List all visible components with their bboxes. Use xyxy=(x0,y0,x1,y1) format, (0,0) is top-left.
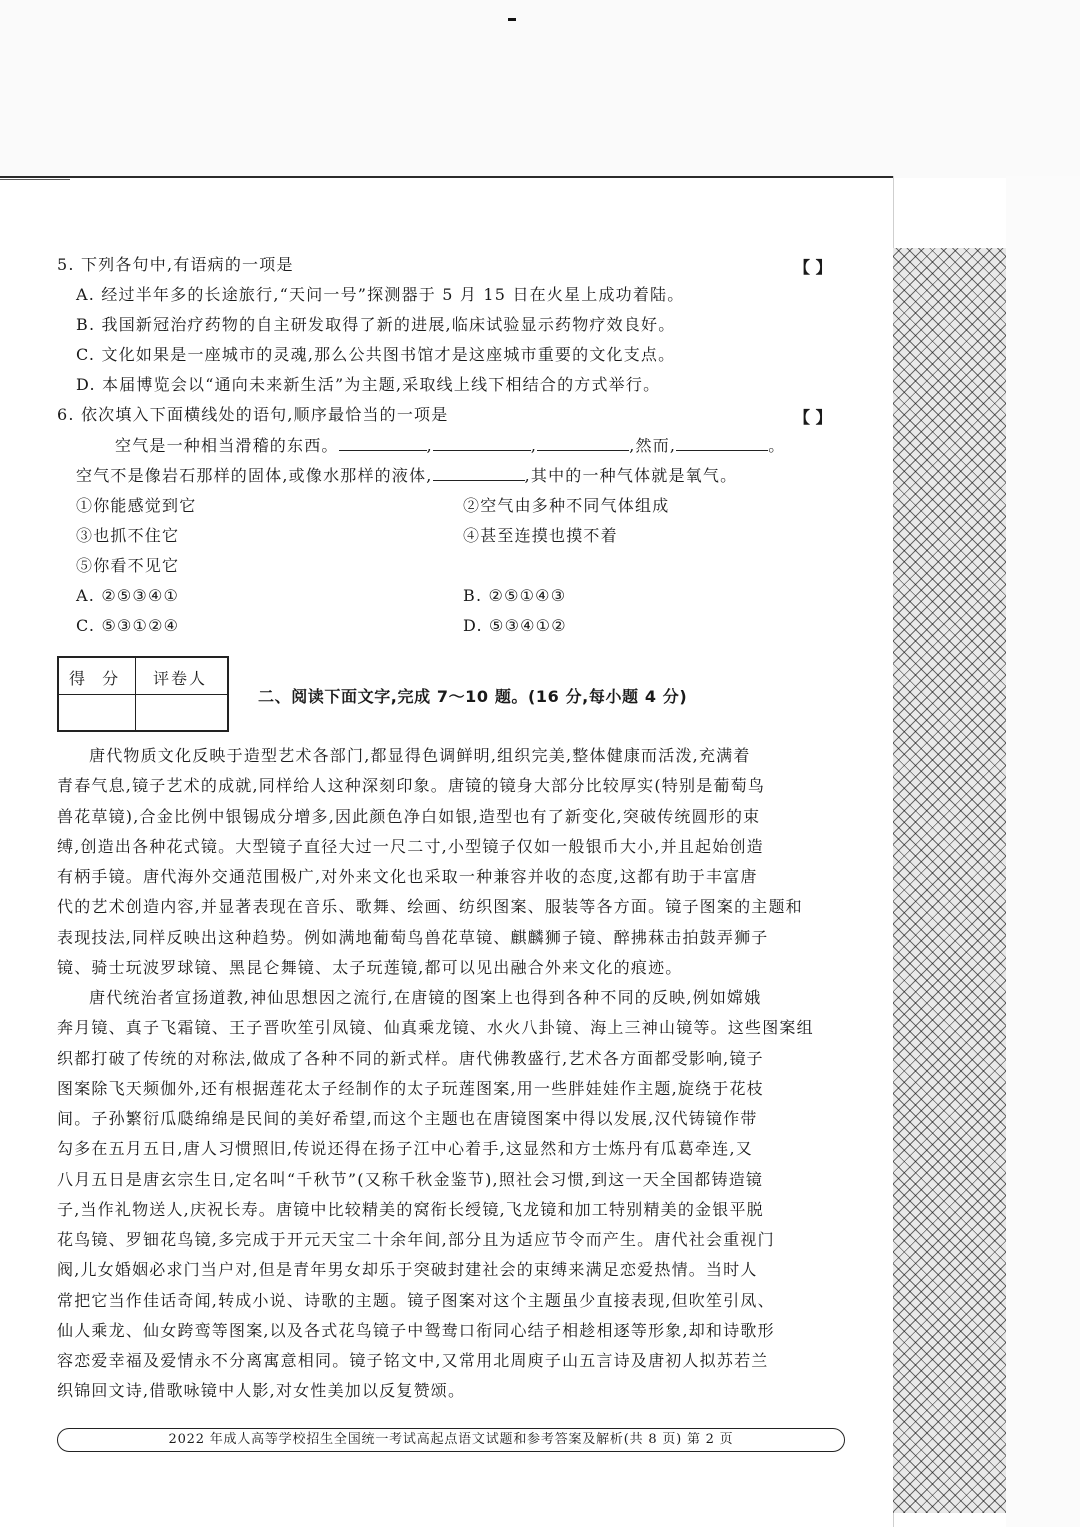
page-top-edge xyxy=(0,176,893,178)
crosshatch-margin-strip xyxy=(893,248,1006,1513)
passage-line: 花鸟镜、罗钿花鸟镜,多完成于开元天宝二十余年间,部分且为适应节令而产生。唐代社会重视门 xyxy=(57,1230,775,1249)
passage-line: 八月五日是唐玄宗生日,定名叫“千秋节”(又称千秋金鉴节),照社会习惯,到这一天全国都铸造镜 xyxy=(57,1169,764,1189)
passage-line: 缚,创造出各种花式镜。大型镜子直径大过一尺二寸,小型镜子仅如一般银币大小,并且起始创造 xyxy=(57,836,764,856)
q6-item-3: ③也抓不住它 xyxy=(76,526,180,545)
passage-line: 仙人乘龙、仙女跨鸾等图案,以及各式花鸟镜子中鸳鸯口衔同心结子相趁相逐等形象,却和诗歌形 xyxy=(57,1320,775,1340)
passage-line: 织锦回文诗,借歌咏镜中人影,对女性美加以反复赞颂。 xyxy=(57,1381,466,1401)
q6-comma: , xyxy=(426,436,433,455)
fill-blank-4 xyxy=(676,436,768,451)
q6-choice-a: A. ②⑤③④① xyxy=(76,586,180,605)
score-table xyxy=(57,656,229,732)
section-two-title: 二、阅读下面文字,完成 7～10 题。(16 分,每小题 4 分) xyxy=(258,687,688,706)
q6-comma: , xyxy=(530,436,538,455)
passage-line: 勾多在五月五日,唐人习惯照旧,传说还得在扬子江中心着手,这显然和方士炼丹有瓜葛牵连,又 xyxy=(57,1139,753,1159)
fill-blank-5 xyxy=(433,466,525,481)
passage-line: 阀,儿女婚姻必求门当户对,但是青年男女却乐于突破封建社会的束缚来满足恋爱热情。当时人 xyxy=(57,1260,758,1280)
q6-passage-text: ,其中的一种气体就是氧气。 xyxy=(524,466,738,485)
scan-right-margin xyxy=(1006,176,1080,1527)
passage-line: 青春气息,镜子艺术的成就,同样给人这种深刻印象。唐镜的镜身大部分比较厚实(特别是葡萄鸟 xyxy=(57,776,766,796)
q6-passage-line-1 xyxy=(115,436,785,456)
q5-stem: 5. 下列各句中,有语病的一项是 xyxy=(57,255,294,274)
passage-line: 容恋爱幸福及爱情永不分离寓意相同。镜子铭文中,又常用北周庾子山五言诗及唐初人拟苏若兰 xyxy=(57,1351,769,1370)
q6-passage-line-2 xyxy=(76,466,737,486)
grader-header: 评卷人 xyxy=(153,669,208,688)
score-header: 得 分 xyxy=(69,669,125,688)
q6-passage-text: 空气是一种相当滑稽的东西。 xyxy=(115,436,339,455)
passage-paragraph-1 xyxy=(57,741,852,983)
scan-margin xyxy=(0,0,1080,178)
fill-blank-3 xyxy=(537,436,629,451)
q5-answer-bracket: 【 】 xyxy=(794,258,832,277)
passage-line: 兽花草镜),合金比例中银锡成分增多,因此颜色净白如银,造型也有了新变化,突破传统圆形的束 xyxy=(57,806,761,826)
passage-line: 镜、骑士玩波罗球镜、黑昆仑舞镜、太子玩莲镜,都可以见出融合外来文化的痕迹。 xyxy=(57,957,683,977)
q6-item-1: ①你能感觉到它 xyxy=(76,496,197,515)
passage-line: 图案除飞天频伽外,还有根据莲花太子经制作的太子玩莲图案,用一些胖娃娃作主题,旋绕于花枝 xyxy=(57,1078,764,1098)
q6-passage-text: 空气不是像岩石那样的固体,或像水那样的液体, xyxy=(76,466,433,485)
q5-option-a: A. 经过半年多的长途旅行,“天问一号”探测器于 5 月 15 日在火星上成功着陆。 xyxy=(76,285,685,304)
q6-choice-c: C. ⑤③①②④ xyxy=(76,616,180,635)
q6-answer-bracket: 【 】 xyxy=(794,408,832,427)
passage-paragraph-2 xyxy=(57,983,852,1407)
scan-speck xyxy=(508,18,516,21)
q6-period: 。 xyxy=(768,436,786,455)
passage-line: 唐代统治者宣扬道教,神仙思想因之流行,在唐镜的图案上也得到各种不同的反映,例如嫦娥 xyxy=(89,988,762,1007)
fill-blank-2 xyxy=(433,436,531,451)
passage-line: 有柄手镜。唐代海外交通范围极广,对外来文化也采取一种兼容并收的态度,这都有助于丰富唐 xyxy=(57,867,758,886)
passage-line: 织都打破了传统的对称法,做成了各种不同的新式样。唐代佛教盛行,艺术各方面都受影响,镜子 xyxy=(57,1048,764,1068)
passage-line: 子,当作礼物送人,庆祝长寿。唐镜中比较精美的窝衔长绶镜,飞龙镜和加工特别精美的金银平脱 xyxy=(57,1199,764,1219)
passage-line: 常把它当作佳话奇闻,转成小说、诗歌的主题。镜子图案对这个主题虽少直接表现,但吹笙引凤、 xyxy=(57,1290,775,1310)
q5-option-d: D. 本届博览会以“通向未来新生活”为主题,采取线上线下相结合的方式举行。 xyxy=(76,375,661,394)
q6-item-4: ④甚至连摸也摸不着 xyxy=(463,526,618,545)
q6-item-5: ⑤你看不见它 xyxy=(76,556,180,575)
q5-option-c: C. 文化如果是一座城市的灵魂,那么公共图书馆才是这座城市重要的文化支点。 xyxy=(76,345,676,364)
passage-line: 代的艺术创造内容,并显著表现在音乐、歌舞、绘画、纺织图案、服装等各方面。镜子图案的主题和 xyxy=(57,897,803,917)
q6-choice-b: B. ②⑤①④③ xyxy=(463,586,567,605)
page-footer: 2022 年成人高等学校招生全国统一考试高起点语文试题和参考答案及解析(共 8 页) 第 2 页 xyxy=(57,1428,845,1452)
table-rule xyxy=(135,658,136,730)
passage-line: 表现技法,同样反映出这种趋势。例如满地葡萄鸟兽花草镜、麒麟狮子镜、醉拂菻击拍鼓弄狮子 xyxy=(57,927,769,947)
fill-blank-1 xyxy=(339,436,427,451)
passage-line: 间。子孙繁衍瓜瓞绵绵是民间的美好希望,而这个主题也在唐镜图案中得以发展,汉代铸镜作带 xyxy=(57,1109,758,1128)
passage-line: 奔月镜、真子飞霜镜、王子晋吹笙引凤镜、仙真乘龙镜、水火八卦镜、海上三神山镜等。这些图案组 xyxy=(57,1018,814,1038)
q6-choice-d: D. ⑤③④①② xyxy=(463,616,567,635)
q6-then: ,然而, xyxy=(629,436,677,455)
passage-line: 唐代物质文化反映于造型艺术各部门,都显得色调鲜明,组织完美,整体健康而活泼,充满着 xyxy=(89,746,751,765)
q6-item-2: ②空气由多种不同气体组成 xyxy=(463,496,670,515)
table-rule xyxy=(59,694,227,695)
q5-option-b: B. 我国新冠治疗药物的自主研发取得了新的进展,临床试验显示药物疗效良好。 xyxy=(76,315,676,334)
q6-stem: 6. 依次填入下面横线处的语句,顺序最恰当的一项是 xyxy=(57,405,449,424)
page-edge-shadow xyxy=(0,179,70,180)
